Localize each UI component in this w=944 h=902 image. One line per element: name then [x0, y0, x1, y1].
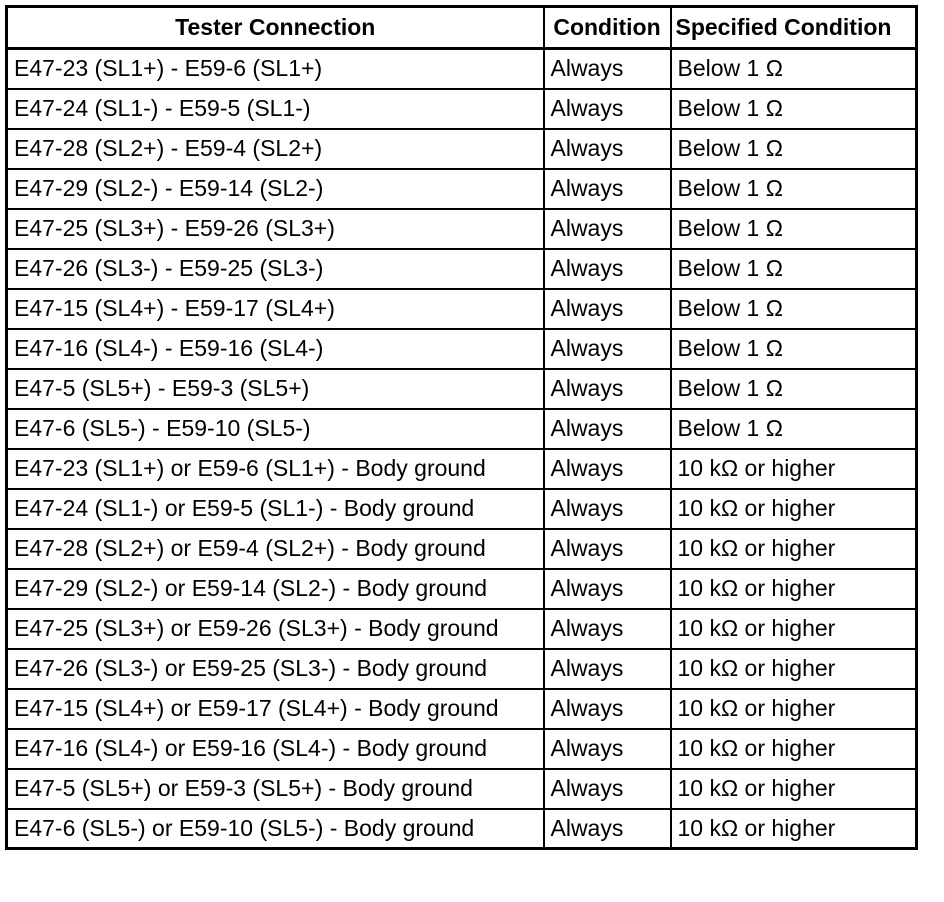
header-tester-connection: Tester Connection [7, 7, 544, 49]
table-row [7, 89, 917, 129]
cell-specified-condition: 10 kΩ or higher [671, 649, 917, 689]
cell-condition: Always [544, 649, 671, 689]
cell-condition: Always [544, 209, 671, 249]
table-body [7, 49, 917, 849]
cell-specified-condition: Below 1 Ω [671, 49, 917, 89]
cell-specified-condition: 10 kΩ or higher [671, 729, 917, 769]
cell-tester-connection: E47-26 (SL3-) - E59-25 (SL3-) [7, 249, 544, 289]
cell-condition: Always [544, 289, 671, 329]
cell-condition: Always [544, 329, 671, 369]
table-row [7, 449, 917, 489]
cell-tester-connection: E47-25 (SL3+) - E59-26 (SL3+) [7, 209, 544, 249]
cell-specified-condition: 10 kΩ or higher [671, 569, 917, 609]
cell-specified-condition: 10 kΩ or higher [671, 809, 917, 849]
cell-condition: Always [544, 769, 671, 809]
cell-condition: Always [544, 409, 671, 449]
table-row [7, 609, 917, 649]
cell-tester-connection: E47-28 (SL2+) or E59-4 (SL2+) - Body ground [7, 529, 544, 569]
cell-condition: Always [544, 809, 671, 849]
header-condition: Condition [544, 7, 671, 49]
cell-condition: Always [544, 569, 671, 609]
cell-tester-connection: E47-29 (SL2-) - E59-14 (SL2-) [7, 169, 544, 209]
cell-specified-condition: Below 1 Ω [671, 409, 917, 449]
cell-tester-connection: E47-23 (SL1+) - E59-6 (SL1+) [7, 49, 544, 89]
table-row [7, 209, 917, 249]
cell-specified-condition: Below 1 Ω [671, 249, 917, 289]
cell-tester-connection: E47-24 (SL1-) or E59-5 (SL1-) - Body ground [7, 489, 544, 529]
table-row [7, 369, 917, 409]
tester-connection-table [5, 5, 918, 850]
cell-specified-condition: Below 1 Ω [671, 289, 917, 329]
cell-specified-condition: Below 1 Ω [671, 169, 917, 209]
cell-specified-condition: 10 kΩ or higher [671, 489, 917, 529]
cell-tester-connection: E47-24 (SL1-) - E59-5 (SL1-) [7, 89, 544, 129]
table-row [7, 129, 917, 169]
table-row [7, 289, 917, 329]
cell-condition: Always [544, 529, 671, 569]
cell-tester-connection: E47-15 (SL4+) - E59-17 (SL4+) [7, 289, 544, 329]
table-row [7, 329, 917, 369]
table-row [7, 489, 917, 529]
cell-condition: Always [544, 489, 671, 529]
tester-connection-table-container [5, 5, 918, 850]
table-row [7, 729, 917, 769]
cell-condition: Always [544, 89, 671, 129]
cell-tester-connection: E47-25 (SL3+) or E59-26 (SL3+) - Body ground [7, 609, 544, 649]
cell-condition: Always [544, 129, 671, 169]
table-row [7, 49, 917, 89]
cell-condition: Always [544, 729, 671, 769]
cell-tester-connection: E47-16 (SL4-) - E59-16 (SL4-) [7, 329, 544, 369]
table-row [7, 169, 917, 209]
table-row [7, 649, 917, 689]
cell-tester-connection: E47-5 (SL5+) or E59-3 (SL5+) - Body ground [7, 769, 544, 809]
cell-specified-condition: 10 kΩ or higher [671, 449, 917, 489]
table-row [7, 769, 917, 809]
header-row [7, 7, 917, 49]
cell-condition: Always [544, 609, 671, 649]
cell-tester-connection: E47-16 (SL4-) or E59-16 (SL4-) - Body ground [7, 729, 544, 769]
table-row [7, 569, 917, 609]
cell-specified-condition: Below 1 Ω [671, 329, 917, 369]
table-header [7, 7, 917, 49]
cell-specified-condition: 10 kΩ or higher [671, 609, 917, 649]
cell-specified-condition: 10 kΩ or higher [671, 689, 917, 729]
table-row [7, 249, 917, 289]
cell-specified-condition: Below 1 Ω [671, 209, 917, 249]
cell-tester-connection: E47-26 (SL3-) or E59-25 (SL3-) - Body ground [7, 649, 544, 689]
cell-condition: Always [544, 449, 671, 489]
cell-tester-connection: E47-15 (SL4+) or E59-17 (SL4+) - Body ground [7, 689, 544, 729]
table-row [7, 529, 917, 569]
cell-specified-condition: Below 1 Ω [671, 369, 917, 409]
cell-tester-connection: E47-28 (SL2+) - E59-4 (SL2+) [7, 129, 544, 169]
cell-condition: Always [544, 689, 671, 729]
cell-specified-condition: 10 kΩ or higher [671, 769, 917, 809]
cell-condition: Always [544, 249, 671, 289]
cell-condition: Always [544, 169, 671, 209]
cell-specified-condition: 10 kΩ or higher [671, 529, 917, 569]
cell-tester-connection: E47-23 (SL1+) or E59-6 (SL1+) - Body ground [7, 449, 544, 489]
table-row [7, 689, 917, 729]
cell-condition: Always [544, 369, 671, 409]
header-specified-condition: Specified Condition [671, 7, 917, 49]
table-row [7, 809, 917, 849]
cell-tester-connection: E47-29 (SL2-) or E59-14 (SL2-) - Body ground [7, 569, 544, 609]
cell-condition: Always [544, 49, 671, 89]
cell-specified-condition: Below 1 Ω [671, 89, 917, 129]
table-row [7, 409, 917, 449]
cell-tester-connection: E47-5 (SL5+) - E59-3 (SL5+) [7, 369, 544, 409]
cell-specified-condition: Below 1 Ω [671, 129, 917, 169]
cell-tester-connection: E47-6 (SL5-) - E59-10 (SL5-) [7, 409, 544, 449]
cell-tester-connection: E47-6 (SL5-) or E59-10 (SL5-) - Body ground [7, 809, 544, 849]
